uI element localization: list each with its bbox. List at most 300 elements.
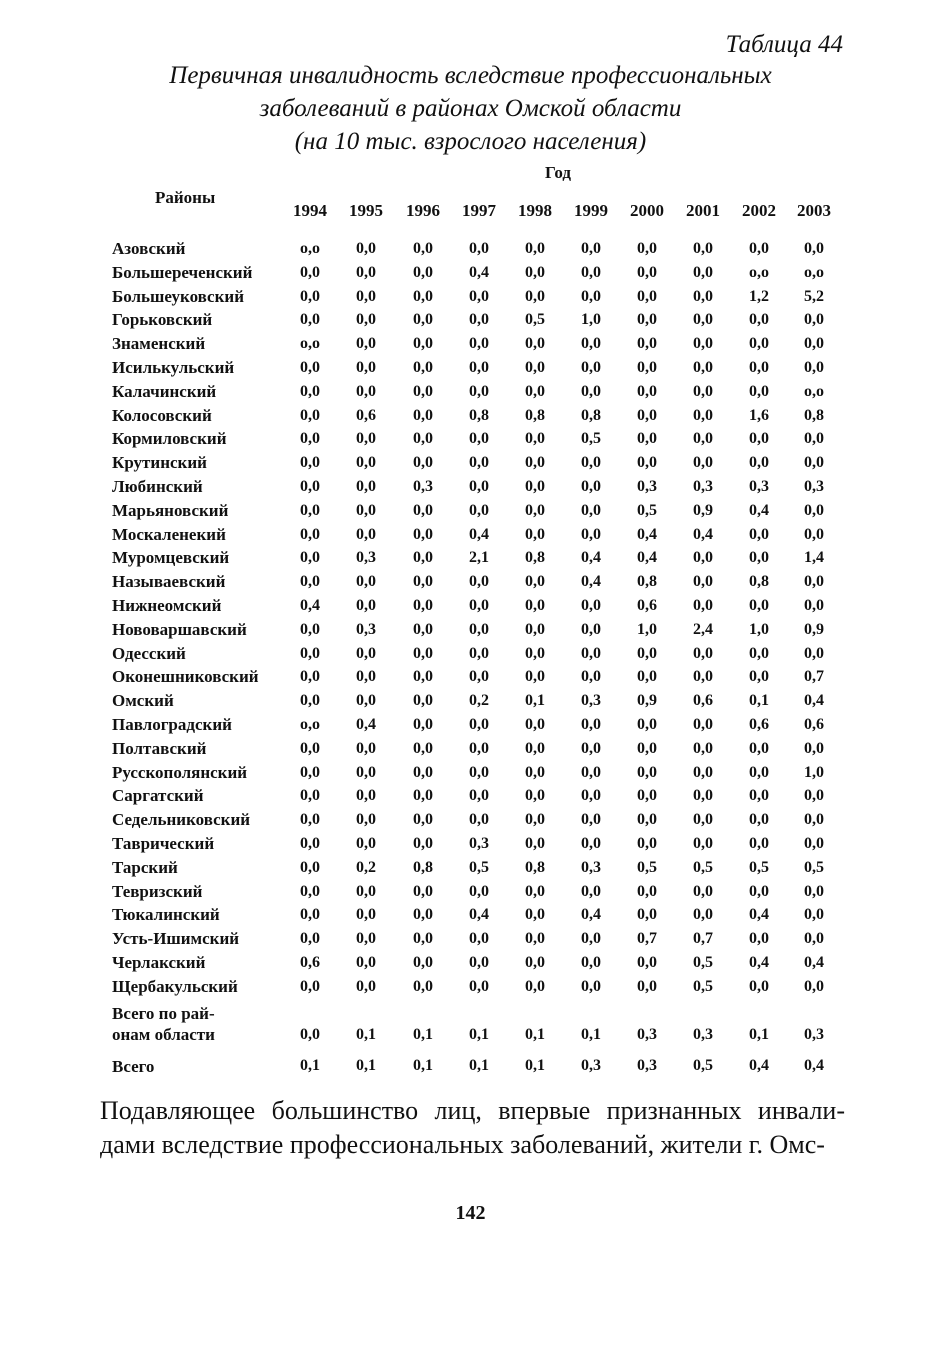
table-cell: 0,0 [637, 311, 657, 328]
table-cell: 0,0 [525, 264, 545, 281]
table-cell: 0,0 [413, 764, 433, 781]
table-cell: 0,3 [413, 478, 433, 495]
table-cell: 0,0 [469, 502, 489, 519]
table-cell: 0,4 [804, 692, 824, 709]
table-cell: 1,0 [581, 311, 601, 328]
district-name: Седельниковский [112, 810, 251, 829]
table-cell: 0,0 [749, 668, 769, 685]
table-cell: 0,0 [804, 526, 824, 543]
table-cell: 0,0 [693, 811, 713, 828]
page-number: 142 [455, 1202, 486, 1224]
table-title-line-1: Первичная инвалидность вследствие профессиональных [169, 62, 772, 89]
table-cell: 0,0 [637, 335, 657, 352]
table-cell: 0,0 [356, 573, 376, 590]
table-row [0, 666, 941, 690]
table-cell: 0,0 [637, 288, 657, 305]
table-cell: 0,3 [804, 478, 824, 495]
table-cell: 0,0 [413, 549, 433, 566]
district-name: Знаменский [112, 334, 206, 353]
total-cell: 0,1 [525, 1057, 545, 1074]
table-cell: 0,0 [300, 906, 320, 923]
year-header: 2000 [630, 201, 664, 220]
table-cell: 0,0 [356, 430, 376, 447]
table-cell: 0,0 [581, 954, 601, 971]
table-cell: 0,0 [637, 645, 657, 662]
table-cell: 0,5 [469, 859, 489, 876]
table-cell: 0,0 [300, 621, 320, 638]
district-name: Русскополянский [112, 763, 248, 782]
table-cell: 0,0 [525, 597, 545, 614]
table-cell: 0,0 [356, 668, 376, 685]
table-cell: 0,0 [581, 930, 601, 947]
table-cell: 0,0 [300, 883, 320, 900]
district-name: Муромцевский [112, 548, 230, 567]
district-name: Кормиловский [112, 429, 227, 448]
table-cell: 0,0 [749, 430, 769, 447]
table-cell: 0,4 [581, 573, 601, 590]
table-cell: 0,0 [581, 668, 601, 685]
table-cell: 0,0 [637, 383, 657, 400]
table-cell: 0,0 [637, 978, 657, 995]
table-cell: 0,0 [749, 740, 769, 757]
total-cell: 0,1 [356, 1026, 376, 1043]
table-cell: 0,0 [356, 764, 376, 781]
table-cell: 0,0 [525, 430, 545, 447]
district-name: Нововаршавский [112, 620, 247, 639]
table-cell: 0,0 [356, 597, 376, 614]
table-cell: 0,0 [525, 573, 545, 590]
table-cell: 0,0 [637, 883, 657, 900]
table-cell: 0,0 [525, 787, 545, 804]
table-cell: 0,0 [413, 288, 433, 305]
table-cell: 0,0 [637, 454, 657, 471]
table-cell: 0,0 [356, 478, 376, 495]
table-cell: 0,0 [300, 764, 320, 781]
district-name: Одесский [112, 644, 186, 663]
total-cell: 0,3 [693, 1026, 713, 1043]
table-cell: 0,0 [804, 430, 824, 447]
table-cell: 0,9 [804, 621, 824, 638]
table-cell: 0,0 [300, 430, 320, 447]
table-cell: 0,0 [413, 407, 433, 424]
district-column-header: Районы [155, 188, 216, 207]
table-cell: 0,5 [637, 502, 657, 519]
table-cell: 0,0 [356, 740, 376, 757]
table-cell: 0,0 [300, 478, 320, 495]
table-cell: 0,0 [525, 883, 545, 900]
total-cell: 0,1 [749, 1026, 769, 1043]
table-cell: 0,0 [356, 787, 376, 804]
table-cell: 0,0 [525, 335, 545, 352]
table-cell: 0,0 [469, 288, 489, 305]
year-header: 1995 [349, 201, 383, 220]
table-cell: 0,0 [525, 502, 545, 519]
table-cell: 0,0 [525, 764, 545, 781]
table-row [0, 904, 941, 928]
table-cell: 0,0 [356, 335, 376, 352]
table-cell: 0,0 [693, 906, 713, 923]
table-cell: 0,0 [356, 311, 376, 328]
table-cell: 0,0 [693, 740, 713, 757]
table-cell: 0,0 [693, 549, 713, 566]
table-cell: 0,7 [637, 930, 657, 947]
total-cell: 0,1 [581, 1026, 601, 1043]
table-cell: 0,4 [637, 549, 657, 566]
table-cell: 0,8 [525, 859, 545, 876]
table-cell: 0,0 [300, 383, 320, 400]
table-cell: 0,0 [749, 335, 769, 352]
table-cell: 0,4 [581, 906, 601, 923]
table-cell: 0,0 [693, 573, 713, 590]
table-cell: 0,0 [413, 883, 433, 900]
table-cell: 0,0 [356, 883, 376, 900]
table-row [0, 928, 941, 952]
table-cell: 0,0 [413, 787, 433, 804]
total-cell: 0,1 [356, 1057, 376, 1074]
table-cell: 0,0 [581, 835, 601, 852]
table-cell: 0,0 [749, 883, 769, 900]
table-cell: 0,4 [469, 906, 489, 923]
table-cell: 0,0 [637, 764, 657, 781]
table-cell: 0,0 [356, 502, 376, 519]
table-cell: 0,0 [356, 835, 376, 852]
table-cell: 0,0 [804, 573, 824, 590]
table-cell: 0,4 [749, 502, 769, 519]
table-cell: 0,0 [525, 288, 545, 305]
table-cell: 1,4 [804, 549, 824, 566]
table-cell: 0,0 [300, 787, 320, 804]
table-cell: 0,0 [300, 549, 320, 566]
table-cell: 0,0 [749, 930, 769, 947]
table-cell: 0,0 [581, 478, 601, 495]
table-cell: 0,0 [525, 954, 545, 971]
table-cell: 0,0 [300, 288, 320, 305]
body-paragraph: Подавляющее большинство лиц, впервые признанных инвали-дами вследствие профессиональных заболеваний, жители г. Омс- [100, 1096, 845, 1159]
table-cell: 0,0 [693, 383, 713, 400]
table-cell: 0,0 [413, 454, 433, 471]
table-cell: 0,0 [469, 335, 489, 352]
table-cell: 0,0 [300, 978, 320, 995]
table-cell: 0,3 [581, 692, 601, 709]
table-cell: 0,0 [693, 835, 713, 852]
table-cell: 0,0 [300, 859, 320, 876]
table-cell: 0,0 [300, 502, 320, 519]
table-cell: 0,9 [637, 692, 657, 709]
table-cell: 0,9 [693, 502, 713, 519]
table-cell: 0,0 [581, 288, 601, 305]
table-cell: 0,0 [581, 597, 601, 614]
table-cell: 0,0 [693, 288, 713, 305]
district-name: Тюкалинский [112, 905, 220, 924]
year-header: 1998 [518, 201, 552, 220]
table-cell: 0,0 [356, 692, 376, 709]
table-cell: 0,0 [469, 668, 489, 685]
table-row [0, 571, 941, 595]
table-cell: 0,0 [356, 454, 376, 471]
table-row [0, 595, 941, 619]
table-cell: 0,0 [300, 454, 320, 471]
table-cell: 0,0 [525, 906, 545, 923]
table-cell: 0,0 [525, 454, 545, 471]
table-cell: 0,0 [525, 930, 545, 947]
district-name: Исилькульский [112, 358, 235, 377]
table-cell: 0,0 [804, 787, 824, 804]
table-cell: 0,4 [804, 954, 824, 971]
table-cell: 0,8 [413, 859, 433, 876]
district-name: Павлоградский [112, 715, 232, 734]
year-header: 1997 [462, 201, 496, 220]
table-cell: 0,0 [525, 716, 545, 733]
table-cell: 0,0 [469, 478, 489, 495]
district-name: Черлакский [112, 953, 206, 972]
table-cell: 0,0 [525, 740, 545, 757]
district-name: Марьяновский [112, 501, 229, 520]
table-cell: 0,3 [469, 835, 489, 852]
table-row [0, 286, 941, 310]
total-cell: 0,1 [469, 1057, 489, 1074]
table-cell: 0,0 [300, 835, 320, 852]
total-cell: 0,3 [637, 1057, 657, 1074]
table-cell: 0,5 [693, 978, 713, 995]
table-cell: 0,0 [469, 740, 489, 757]
table-cell: 0,6 [749, 716, 769, 733]
district-name: Горьковский [112, 310, 213, 329]
table-cell: 0,0 [525, 621, 545, 638]
district-name: Большереченский [112, 263, 253, 282]
table-cell: 0,0 [413, 811, 433, 828]
table-cell: 0,0 [413, 716, 433, 733]
table-cell: о,о [300, 240, 320, 257]
table-cell: 0,0 [637, 668, 657, 685]
total-cell: 0,4 [749, 1057, 769, 1074]
table-cell: 0,0 [413, 621, 433, 638]
table-row [0, 881, 941, 905]
table-row [0, 643, 941, 667]
table-cell: 0,0 [413, 930, 433, 947]
table-cell: 0,0 [804, 645, 824, 662]
table-cell: 0,0 [804, 502, 824, 519]
table-cell: 0,4 [693, 526, 713, 543]
table-cell: 0,0 [413, 978, 433, 995]
table-cell: 0,0 [693, 883, 713, 900]
table-cell: 0,0 [413, 835, 433, 852]
table-row [0, 309, 941, 333]
table-cell: 0,0 [413, 383, 433, 400]
table-cell: 0,7 [693, 930, 713, 947]
table-cell: 0,0 [693, 240, 713, 257]
table-cell: 0,0 [637, 787, 657, 804]
table-cell: 0,0 [804, 811, 824, 828]
table-cell: 0,0 [581, 811, 601, 828]
table-cell: 0,0 [749, 311, 769, 328]
total-cell: 0,1 [413, 1026, 433, 1043]
table-cell: 0,0 [300, 692, 320, 709]
table-cell: 0,3 [356, 549, 376, 566]
table-row [0, 357, 941, 381]
table-cell: 0,0 [300, 740, 320, 757]
table-cell: 5,2 [804, 288, 824, 305]
table-cell: 0,0 [300, 311, 320, 328]
district-name: Большеуковский [112, 287, 244, 306]
table-cell: 0,0 [693, 359, 713, 376]
table-cell: о,о [804, 264, 824, 281]
table-cell: 0,0 [413, 645, 433, 662]
year-header: 2001 [686, 201, 720, 220]
table-number: Таблица 44 [725, 31, 843, 58]
total-cell: 0,3 [637, 1026, 657, 1043]
table-row [0, 405, 941, 429]
table-cell: 0,5 [693, 859, 713, 876]
table-cell: 0,0 [525, 240, 545, 257]
table-cell: 0,0 [356, 954, 376, 971]
table-cell: 0,0 [413, 740, 433, 757]
table-cell: 0,4 [469, 526, 489, 543]
table-cell: 0,0 [300, 668, 320, 685]
table-cell: 0,0 [749, 835, 769, 852]
table-cell: 0,0 [749, 359, 769, 376]
table-row [0, 738, 941, 762]
table-cell: 0,0 [356, 645, 376, 662]
table-cell: 0,3 [749, 478, 769, 495]
table-cell: 0,0 [804, 335, 824, 352]
table-cell: 0,0 [637, 811, 657, 828]
district-name: Омский [112, 691, 174, 710]
table-cell: 0,5 [581, 430, 601, 447]
table-cell: 1,6 [749, 407, 769, 424]
table-row [0, 381, 941, 405]
table-cell: 0,0 [804, 454, 824, 471]
table-cell: 0,5 [693, 954, 713, 971]
table-cell: 0,0 [300, 526, 320, 543]
district-name: Колосовский [112, 406, 212, 425]
table-row [0, 857, 941, 881]
total-cell: 0,5 [693, 1057, 713, 1074]
table-cell: 0,0 [804, 978, 824, 995]
table-cell: 0,0 [581, 526, 601, 543]
table-cell: 0,0 [749, 454, 769, 471]
table-cell: 0,0 [749, 240, 769, 257]
table-cell: 0,8 [804, 407, 824, 424]
year-header: 2002 [742, 201, 776, 220]
table-cell: 0,0 [581, 383, 601, 400]
table-row [0, 476, 941, 500]
year-header: 1999 [574, 201, 608, 220]
table-cell: 0,0 [525, 359, 545, 376]
total-cell: 0,4 [804, 1057, 824, 1074]
table-row [0, 333, 941, 357]
table-cell: 0,0 [469, 978, 489, 995]
table-cell: о,о [300, 716, 320, 733]
total-cell: 0,1 [469, 1026, 489, 1043]
table-cell: 0,0 [581, 716, 601, 733]
table-cell: 0,0 [749, 597, 769, 614]
table-cell: о,о [804, 383, 824, 400]
table-title-line-3: (на 10 тыс. взрослого населения) [294, 128, 647, 155]
table-cell: 0,0 [300, 930, 320, 947]
table-cell: 0,0 [413, 906, 433, 923]
table-row [0, 785, 941, 809]
table-row [0, 952, 941, 976]
table-cell: 0,0 [749, 549, 769, 566]
table-cell: 0,4 [469, 264, 489, 281]
district-name: Нижнеомский [112, 596, 222, 615]
table-cell: 1,0 [637, 621, 657, 638]
district-name: Тарский [112, 858, 178, 877]
table-cell: 0,0 [581, 978, 601, 995]
table-cell: 0,0 [693, 407, 713, 424]
table-cell: 0,4 [749, 954, 769, 971]
table-cell: 0,0 [693, 645, 713, 662]
table-row [0, 547, 941, 571]
table-cell: 0,0 [581, 787, 601, 804]
table-row [0, 452, 941, 476]
table-row [0, 238, 941, 262]
table-cell: 0,0 [581, 621, 601, 638]
table-row [0, 428, 941, 452]
year-header: 2003 [797, 201, 831, 220]
table-cell: 0,0 [637, 954, 657, 971]
table-cell: 0,0 [804, 240, 824, 257]
table-cell: 0,0 [804, 883, 824, 900]
total-cell: 0,1 [525, 1026, 545, 1043]
table-cell: 0,8 [749, 573, 769, 590]
district-name: Крутинский [112, 453, 207, 472]
table-cell: 0,0 [469, 930, 489, 947]
table-cell: 0,7 [804, 668, 824, 685]
table-cell: 0,0 [300, 264, 320, 281]
district-name: Оконешниковский [112, 667, 259, 686]
table-cell: 0,0 [356, 240, 376, 257]
table-cell: 0,0 [469, 573, 489, 590]
table-cell: 0,5 [749, 859, 769, 876]
table-cell: 0,0 [637, 264, 657, 281]
table-row [0, 833, 941, 857]
table-cell: 1,2 [749, 288, 769, 305]
table-row [0, 619, 941, 643]
total-cell: 0,3 [581, 1057, 601, 1074]
table-cell: 0,0 [469, 430, 489, 447]
district-name: Азовский [112, 239, 186, 258]
table-cell: 0,8 [581, 407, 601, 424]
table-cell: 0,0 [469, 811, 489, 828]
year-group-header: Год [545, 163, 571, 182]
table-cell: 0,0 [300, 359, 320, 376]
table-cell: 0,0 [749, 764, 769, 781]
table-cell: 0,0 [637, 407, 657, 424]
table-cell: 0,1 [749, 692, 769, 709]
table-cell: 0,0 [637, 906, 657, 923]
district-name: Любинский [112, 477, 203, 496]
table-cell: 0,0 [804, 930, 824, 947]
table-cell: 0,0 [581, 764, 601, 781]
table-cell: 0,0 [581, 645, 601, 662]
table-cell: 0,0 [469, 621, 489, 638]
table-row [0, 809, 941, 833]
table-cell: 0,0 [469, 954, 489, 971]
district-name: Полтавский [112, 739, 207, 758]
table-row [0, 262, 941, 286]
table-cell: 0,8 [525, 407, 545, 424]
table-cell: 0,0 [300, 407, 320, 424]
table-cell: 0,0 [581, 883, 601, 900]
table-cell: о,о [749, 264, 769, 281]
table-cell: 0,0 [300, 573, 320, 590]
table-cell: 0,0 [413, 954, 433, 971]
table-cell: 0,0 [300, 811, 320, 828]
table-cell: 0,0 [356, 264, 376, 281]
table-cell: 0,0 [581, 454, 601, 471]
table-cell: 0,8 [637, 573, 657, 590]
